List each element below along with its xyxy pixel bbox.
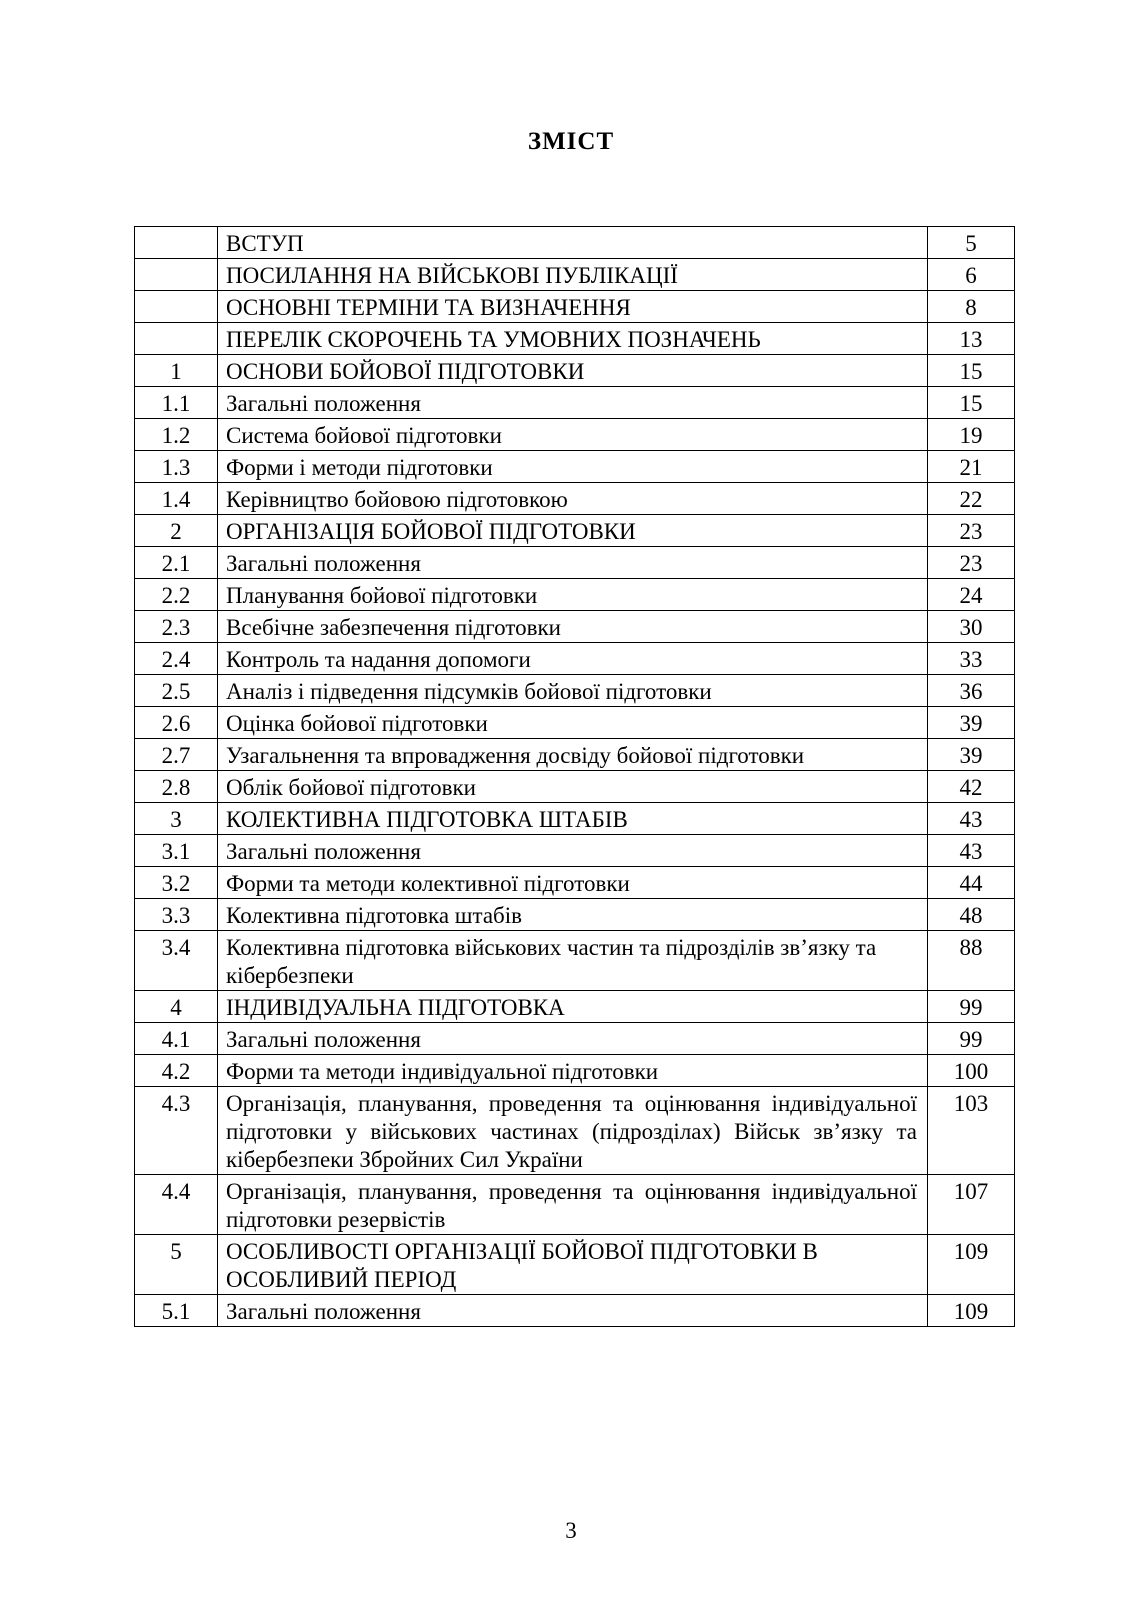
toc-row (135, 227, 1015, 259)
toc-section-number: 1.4 (135, 483, 218, 515)
toc-row (135, 547, 1015, 579)
toc-page-number: 43 (928, 835, 1015, 867)
toc-section-title: ОСОБЛИВОСТІ ОРГАНІЗАЦІЇ БОЙОВОЇ ПІДГОТОВКИ В ОСОБЛИВИЙ ПЕРІОД (218, 1235, 928, 1295)
toc-section-title: Аналіз і підведення підсумків бойової підготовки (218, 675, 928, 707)
toc-section-title: ОСНОВНІ ТЕРМІНИ ТА ВИЗНАЧЕННЯ (218, 291, 928, 323)
toc-section-number: 2 (135, 515, 218, 547)
toc-section-number: 1.2 (135, 419, 218, 451)
toc-page-number: 19 (928, 419, 1015, 451)
toc-section-number: 3.2 (135, 867, 218, 899)
toc-page-number: 43 (928, 803, 1015, 835)
toc-section-number: 2.7 (135, 739, 218, 771)
toc-row (135, 771, 1015, 803)
toc-section-title: Узагальнення та впровадження досвіду бойової підготовки (218, 739, 928, 771)
toc-section-title: Загальні положення (218, 1295, 928, 1327)
toc-section-number: 1 (135, 355, 218, 387)
toc-section-title: Форми і методи підготовки (218, 451, 928, 483)
toc-page-number: 36 (928, 675, 1015, 707)
table-of-contents (134, 226, 1015, 1327)
toc-section-number (135, 291, 218, 323)
toc-row (135, 867, 1015, 899)
toc-page-number: 33 (928, 643, 1015, 675)
toc-row (135, 899, 1015, 931)
page-title: ЗМІСТ (527, 128, 615, 155)
page-number: 3 (565, 1518, 577, 1543)
toc-section-title: Облік бойової підготовки (218, 771, 928, 803)
toc-section-title: Керівництво бойовою підготовкою (218, 483, 928, 515)
toc-page-number: 103 (928, 1087, 1015, 1175)
toc-section-title: ОСНОВИ БОЙОВОЇ ПІДГОТОВКИ (218, 355, 928, 387)
toc-section-number: 5.1 (135, 1295, 218, 1327)
toc-row (135, 643, 1015, 675)
toc-row (135, 991, 1015, 1023)
toc-section-number (135, 227, 218, 259)
toc-section-number: 2.2 (135, 579, 218, 611)
toc-section-title: Організація, планування, проведення та оцінювання індивідуальної підготовки у військових частинах (підрозділах) Військ зв’язку та кібербезпеки Збройних Сил України (218, 1087, 928, 1175)
toc-page-number: 8 (928, 291, 1015, 323)
toc-section-number: 3.1 (135, 835, 218, 867)
toc-section-title: Оцінка бойової підготовки (218, 707, 928, 739)
toc-row (135, 355, 1015, 387)
toc-page-number: 44 (928, 867, 1015, 899)
toc-page-number: 100 (928, 1055, 1015, 1087)
toc-row (135, 291, 1015, 323)
toc-page-number: 22 (928, 483, 1015, 515)
toc-section-title: Контроль та надання допомоги (218, 643, 928, 675)
toc-section-number: 5 (135, 1235, 218, 1295)
toc-page-number: 107 (928, 1175, 1015, 1235)
toc-section-number (135, 259, 218, 291)
toc-section-title: ПЕРЕЛІК СКОРОЧЕНЬ ТА УМОВНИХ ПОЗНАЧЕНЬ (218, 323, 928, 355)
toc-section-title: ОРГАНІЗАЦІЯ БОЙОВОЇ ПІДГОТОВКИ (218, 515, 928, 547)
toc-page-number: 88 (928, 931, 1015, 991)
toc-section-title: Колективна підготовка штабів (218, 899, 928, 931)
toc-page-number: 13 (928, 323, 1015, 355)
toc-row (135, 515, 1015, 547)
toc-row (135, 611, 1015, 643)
toc-section-number (135, 323, 218, 355)
toc-row (135, 259, 1015, 291)
toc-row (135, 1175, 1015, 1235)
toc-section-title: Загальні положення (218, 1023, 928, 1055)
toc-section-title: Загальні положення (218, 387, 928, 419)
toc-page-number: 99 (928, 991, 1015, 1023)
toc-row (135, 419, 1015, 451)
toc-page-number: 23 (928, 515, 1015, 547)
toc-section-number: 2.1 (135, 547, 218, 579)
toc-row (135, 387, 1015, 419)
toc-section-title: Організація, планування, проведення та оцінювання індивідуальної підготовки резервістів (218, 1175, 928, 1235)
toc-section-title: Загальні положення (218, 547, 928, 579)
toc-page-number: 30 (928, 611, 1015, 643)
toc-row (135, 931, 1015, 991)
toc-section-number: 2.4 (135, 643, 218, 675)
toc-row (135, 1235, 1015, 1295)
toc-section-title: Планування бойової підготовки (218, 579, 928, 611)
toc-section-number: 3.3 (135, 899, 218, 931)
toc-page-number: 21 (928, 451, 1015, 483)
toc-section-number: 3 (135, 803, 218, 835)
toc-section-title: КОЛЕКТИВНА ПІДГОТОВКА ШТАБІВ (218, 803, 928, 835)
toc-section-number: 4.2 (135, 1055, 218, 1087)
toc-row (135, 835, 1015, 867)
toc-page-number: 48 (928, 899, 1015, 931)
toc-row (135, 579, 1015, 611)
toc-row (135, 1023, 1015, 1055)
toc-section-number: 2.8 (135, 771, 218, 803)
toc-page-number: 99 (928, 1023, 1015, 1055)
toc-row (135, 675, 1015, 707)
toc-section-title: Система бойової підготовки (218, 419, 928, 451)
toc-section-title: ВСТУП (218, 227, 928, 259)
toc-page-number: 24 (928, 579, 1015, 611)
toc-section-title: Колективна підготовка військових частин та підрозділів зв’язку та кібербезпеки (218, 931, 928, 991)
toc-body (135, 227, 1015, 1327)
toc-section-number: 1.1 (135, 387, 218, 419)
toc-page-number: 42 (928, 771, 1015, 803)
toc-section-number: 4.1 (135, 1023, 218, 1055)
toc-section-number: 1.3 (135, 451, 218, 483)
toc-section-number: 2.5 (135, 675, 218, 707)
toc-row (135, 323, 1015, 355)
toc-section-title: ІНДИВІДУАЛЬНА ПІДГОТОВКА (218, 991, 928, 1023)
toc-page-number: 23 (928, 547, 1015, 579)
toc-section-number: 4.4 (135, 1175, 218, 1235)
toc-page-number: 109 (928, 1295, 1015, 1327)
toc-section-title: Форми та методи колективної підготовки (218, 867, 928, 899)
toc-page-number: 5 (928, 227, 1015, 259)
toc-row (135, 739, 1015, 771)
toc-section-title: Загальні положення (218, 835, 928, 867)
toc-page-number: 39 (928, 707, 1015, 739)
toc-row (135, 1087, 1015, 1175)
toc-section-number: 2.3 (135, 611, 218, 643)
toc-section-title: ПОСИЛАННЯ НА ВІЙСЬКОВІ ПУБЛІКАЦІЇ (218, 259, 928, 291)
toc-section-title: Форми та методи індивідуальної підготовки (218, 1055, 928, 1087)
toc-page-number: 15 (928, 387, 1015, 419)
toc-row (135, 803, 1015, 835)
toc-page-number: 15 (928, 355, 1015, 387)
toc-page-number: 39 (928, 739, 1015, 771)
toc-section-number: 4 (135, 991, 218, 1023)
toc-page-number: 6 (928, 259, 1015, 291)
toc-row (135, 483, 1015, 515)
toc-section-title: Всебічне забезпечення підготовки (218, 611, 928, 643)
toc-row (135, 451, 1015, 483)
toc-page-number: 109 (928, 1235, 1015, 1295)
toc-section-number: 3.4 (135, 931, 218, 991)
toc-section-number: 2.6 (135, 707, 218, 739)
toc-row (135, 1295, 1015, 1327)
toc-row (135, 1055, 1015, 1087)
toc-row (135, 707, 1015, 739)
toc-section-number: 4.3 (135, 1087, 218, 1175)
